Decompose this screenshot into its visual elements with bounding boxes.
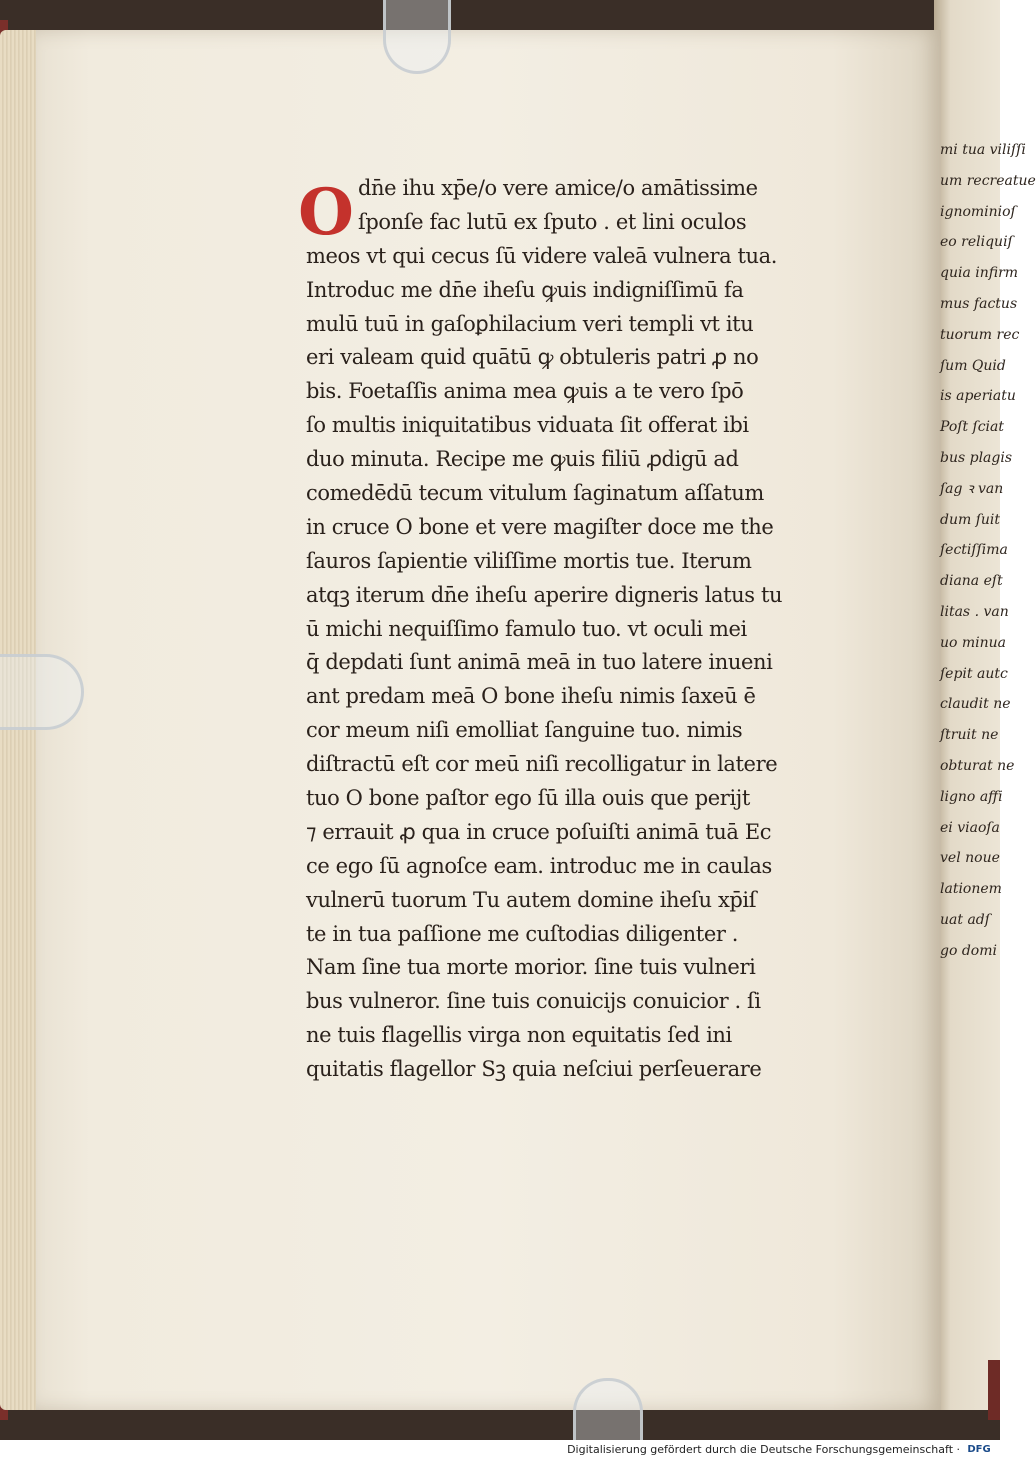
text-line: meos vt qui cecus ſū videre valeā vulnera tua.: [306, 243, 778, 268]
text-lines: [306, 172, 846, 1087]
facing-page-line: obturat ne: [940, 757, 1015, 774]
facing-page-line: eo reliquiſ: [940, 234, 1013, 251]
text-line: tuo O bone paſtor ego ſū illa ouis que perijt: [306, 786, 750, 811]
facing-page-line: ſtruit ne: [940, 727, 999, 744]
text-line: bis. Foetaſſis anima mea ꝙuis a te vero ſpō: [306, 379, 744, 404]
facing-page-line: Poſt ſciat: [940, 419, 1005, 436]
text-line: ū michi nequiſſimo famulo tuo. vt oculi mei: [306, 616, 747, 641]
book-cover-corner: [988, 1360, 1000, 1420]
text-line: bus vulneror. ſine tuis conuicijs conuicior . ſi: [306, 989, 761, 1014]
text-line: Introduc me dn̄e iheſu ꝙuis indigniſſimū fa: [306, 277, 744, 302]
text-line: ſponſe fac lutū ex ſputo . et lini oculos: [358, 209, 747, 234]
facing-page-line: bus plagis: [940, 449, 1013, 466]
text-line: ſo multis iniquitatibus viduata ſit offerat ibi: [306, 413, 749, 438]
facing-page-line: um recreatue: [940, 172, 1036, 189]
facing-page-line: go domi: [940, 942, 997, 959]
facing-page-line: vel noue: [940, 850, 1000, 867]
facing-page-line: ſum Quid: [940, 357, 1006, 374]
text-line: comedēdū tecum vitulum ſaginatum aſſatum: [306, 481, 764, 506]
footer-bar: [0, 1440, 1000, 1461]
book-clip-top: [383, 0, 451, 74]
facing-page-line: is aperiatu: [940, 388, 1016, 405]
text-line: duo minuta. Recipe me ꝙuis filiū ꝓdigū ad: [306, 447, 739, 472]
text-line: ⁊ errauit ꝓ qua in cruce poſuiſti animā tuā Ec: [306, 819, 772, 844]
facing-page-line: litas . van: [940, 603, 1009, 620]
text-block: [298, 172, 846, 1087]
dfg-logo: DFG: [967, 1444, 991, 1455]
facing-page-line: tuorum rec: [940, 326, 1020, 343]
facing-page-line: diana eſt: [940, 573, 1003, 590]
text-line: ce ego ſū agnoſce eam. introduc me in caulas: [306, 853, 772, 878]
text-line: cor meum niſi emolliat ſanguine tuo. nimis: [306, 718, 743, 743]
text-line: vulnerū tuorum Tu autem domine iheſu xp̄iſ: [306, 887, 757, 912]
facing-page-line: uo minua: [940, 634, 1007, 651]
facing-page-line: ligno affi: [940, 788, 1003, 805]
facing-page-line: quia infirm: [940, 265, 1019, 282]
facing-page-line: lationem: [940, 881, 1002, 898]
text-line: te in tua paſſione me cuſtodias diligenter .: [306, 921, 739, 946]
facing-page-line: ſag ꝛ van: [940, 480, 1004, 497]
text-line: ne tuis flagellis virga non equitatis ſed ini: [306, 1023, 732, 1048]
red-initial-letter: O: [298, 175, 354, 250]
facing-page-line: ſepit autc: [940, 665, 1008, 682]
facing-page-line: ignominioſ: [940, 203, 1016, 220]
text-line: in cruce O bone et vere magiſter doce me the: [306, 514, 774, 539]
text-line: dn̄e ihu xp̄e/o vere amice/o amātissime: [358, 176, 758, 200]
facing-page-lines: [940, 135, 1036, 967]
facing-page-text: [940, 135, 1036, 967]
facing-page-line: mi tua viliſſi: [940, 142, 1026, 158]
text-line: Nam ſine tua morte morior. ſine tuis vulneri: [306, 955, 756, 980]
text-line: diſtractū eſt cor meū niſi recolligatur in latere: [306, 752, 778, 777]
text-line: ant predam meā O bone iheſu nimis ſaxeū ē: [306, 684, 756, 709]
text-line: q̄ depdati ſunt animā meā in tuo latere inueni: [306, 650, 773, 675]
footer-credit: Digitalisierung gefördert durch die Deutsche Forschungsgemeinschaft ·: [567, 1443, 960, 1456]
facing-page-line: dum ſuit: [940, 511, 1001, 528]
text-line: atqꝫ iterum dn̄e iheſu aperire digneris latus tu: [306, 582, 783, 607]
text-line: eri valeam quid quātū ꝙ obtuleris patri ꝓ no: [306, 345, 759, 370]
text-line: ſauros ſapientie viliſſime mortis tue. Iterum: [306, 548, 752, 573]
facing-page-line: mus factus: [940, 295, 1018, 312]
facing-page-line: claudit ne: [940, 696, 1011, 713]
book-clip-left: [0, 654, 84, 730]
text-line: quitatis flagellor Sꝫ quia neſciui perſeuerare: [306, 1057, 762, 1082]
facing-page-line: ſectiſſima: [940, 542, 1008, 559]
text-line: mulū tuū in gaſoꝑhilacium veri templi vt itu: [306, 311, 754, 336]
facing-page-line: ei viaoſa: [940, 819, 1000, 836]
facing-page-line: uat adſ: [940, 911, 990, 928]
